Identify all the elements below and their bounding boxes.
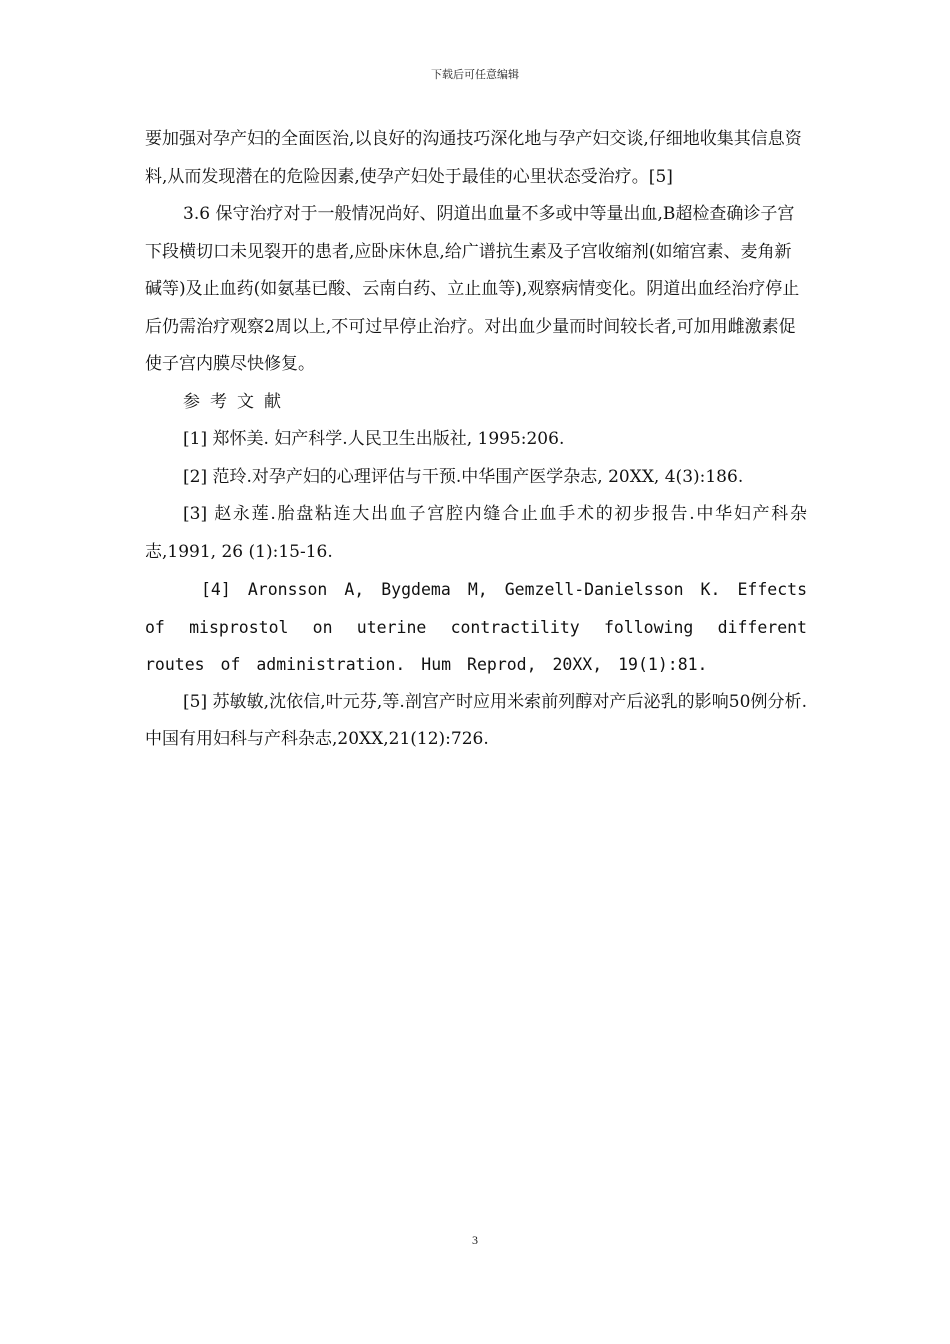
page-number: 3 [472, 1233, 478, 1247]
document-body [145, 121, 807, 759]
reference-item-2: [2] 范玲.对孕产妇的心理评估与干预.中华围产医学杂志, 20XX, 4(3):186. [183, 466, 744, 487]
body-paragraph-2: 3.6 保守治疗对于一般情况尚好、阴道出血量不多或中等量出血,B超检查确诊子宫下段横切口未见裂开的患者,应卧床休息,给广谱抗生素及子宫收缩剂(如缩宫素、麦角新碱等)及止血药(如氨基已酸、云南白药、立止血等),观察病情变化。阴道出血经治疗停止后仍需治疗观察2周以上,不可过早停止治疗。对出血少量而时间较长者,可加用雌激素促使子宫内膜尽快修复。 [145, 204, 800, 374]
reference-item-4: [4] Aronsson A, Bygdema M, Gemzell-Danielsson K. Effects of misprostol on uterine contractility following different routes of administration. Hum Reprod, 20XX, 19(1):81. [145, 580, 807, 674]
reference-item-5: [5] 苏敏敏,沈依信,叶元芬,等.剖宫产时应用米索前列醇对产后泌乳的影响50例分析.中国有用妇科与产科杂志,20XX,21(12):726. [145, 691, 807, 749]
page-header: 下载后可任意编辑 [431, 68, 519, 81]
reference-item-1: [1] 郑怀美. 妇产科学.人民卫生出版社, 1995:206. [183, 429, 565, 449]
references-heading: 参考文献 [183, 391, 291, 412]
body-paragraph-1: 要加强对孕产妇的全面医治,以良好的沟通技巧深化地与孕产妇交谈,仔细地收集其信息资料,从而发现潜在的危险因素,使孕产妇处于最佳的心里状态受治疗。[5] [145, 129, 802, 187]
reference-item-3: [3] 赵永莲.胎盘粘连大出血子宫腔内缝合止血手术的初步报告.中华妇产科杂志,1991, 26 (1):15-16. [145, 504, 807, 562]
